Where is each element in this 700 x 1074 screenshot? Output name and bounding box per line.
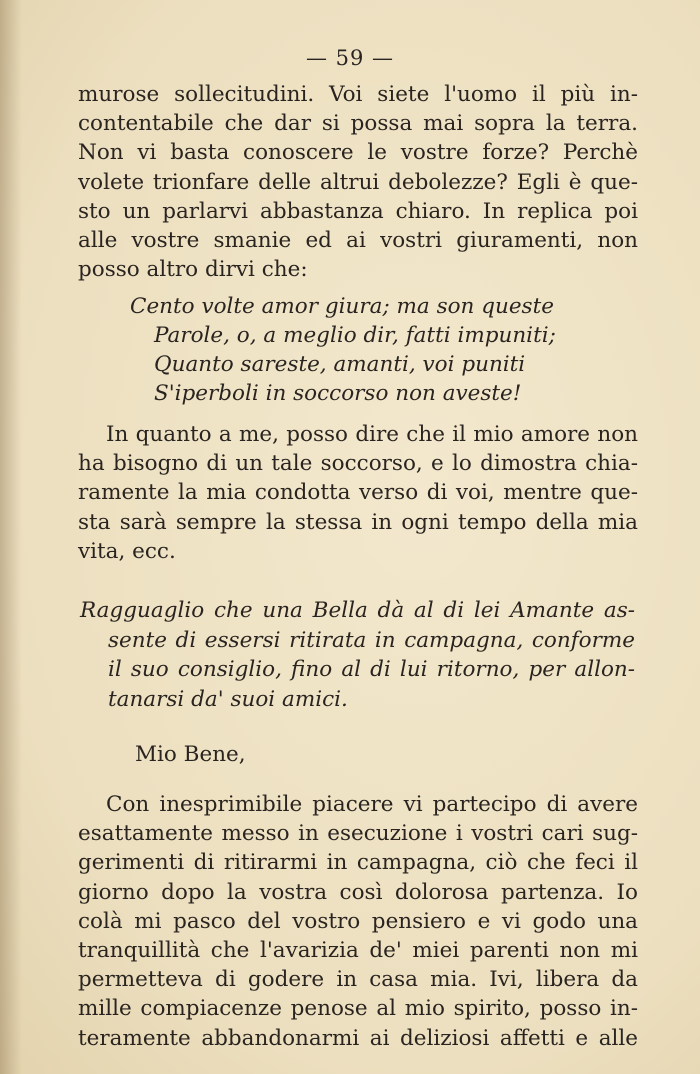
text-line: alle vostre smanie ed ai vostri giuramenti, non	[78, 228, 638, 254]
poem-line: Cento volte amor giura; ma son queste	[130, 294, 554, 319]
heading-line: sente di essersi ritirata in campagna, conforme	[108, 627, 635, 653]
poem-line: Parole, o, a meglio dir, fatti impuniti;	[154, 323, 556, 348]
text-line: gerimenti di ritirarmi in campagna, ciò che feci il	[78, 850, 638, 876]
text-line: permetteva di godere in casa mia. Ivi, libera da	[78, 967, 638, 993]
heading-line: il suo consiglio, fino al di lui ritorno, per allon-	[108, 657, 635, 682]
paragraph-1	[78, 80, 638, 284]
text-line: ha bisogno di un tale soccorso, e lo dimostra chia-	[78, 451, 638, 477]
text-line: ramente la mia condotta verso di voi, mentre que-	[78, 480, 638, 506]
text-line: murose sollecitudini. Voi siete l'uomo il più in-	[78, 82, 638, 107]
text-line: mille compiacenze penose al mio spirito, posso in-	[78, 996, 638, 1022]
poem-line: Quanto sareste, amanti, voi puniti	[154, 352, 526, 377]
text-line: sto un parlarvi abbastanza chiaro. In replica poi	[78, 198, 638, 224]
poem-line: S'iperboli in soccorso non aveste!	[154, 381, 522, 406]
heading-line: Ragguaglio che una Bella dà al di lei Amante as-	[80, 598, 635, 623]
text-line: tranquillità che l'avarizia de' miei parenti non mi	[78, 938, 638, 964]
text-line: contentabile che dar si possa mai sopra la terra.	[78, 111, 638, 137]
text-line: posso altro dirvi che:	[78, 257, 308, 283]
poem-quote	[130, 292, 556, 408]
text-line: giorno dopo la vostra così dolorosa partenza. Io	[78, 879, 638, 905]
salutation: Mio Bene,	[135, 742, 246, 767]
text-line: colà mi pasco del vostro pensiero e vi godo una	[78, 908, 638, 934]
paragraph-3	[78, 790, 638, 1053]
letter-heading	[80, 596, 635, 714]
text-line: In quanto a me, posso dire che il mio amore non	[106, 422, 638, 447]
heading-line: tanarsi da' suoi amici.	[108, 686, 348, 712]
text-line: vita, ecc.	[78, 538, 176, 564]
text-line: esattamente messo in esecuzione i vostri cari sug-	[78, 821, 638, 847]
text-line: sta sarà sempre la stessa in ogni tempo della mia	[78, 509, 638, 535]
paragraph-2	[78, 420, 638, 566]
text-line: teramente abbandonarmi ai deliziosi affetti e alle	[78, 1025, 638, 1051]
text-line: Non vi basta conoscere le vostre forze? Perchè	[78, 140, 638, 166]
page-gutter-shadow	[0, 0, 22, 1074]
text-line: volete trionfare delle altrui debolezze? Egli è que-	[78, 169, 638, 195]
page-number: — 59 —	[305, 46, 395, 70]
text-line: Con inesprimibile piacere vi partecipo di avere	[106, 792, 638, 817]
